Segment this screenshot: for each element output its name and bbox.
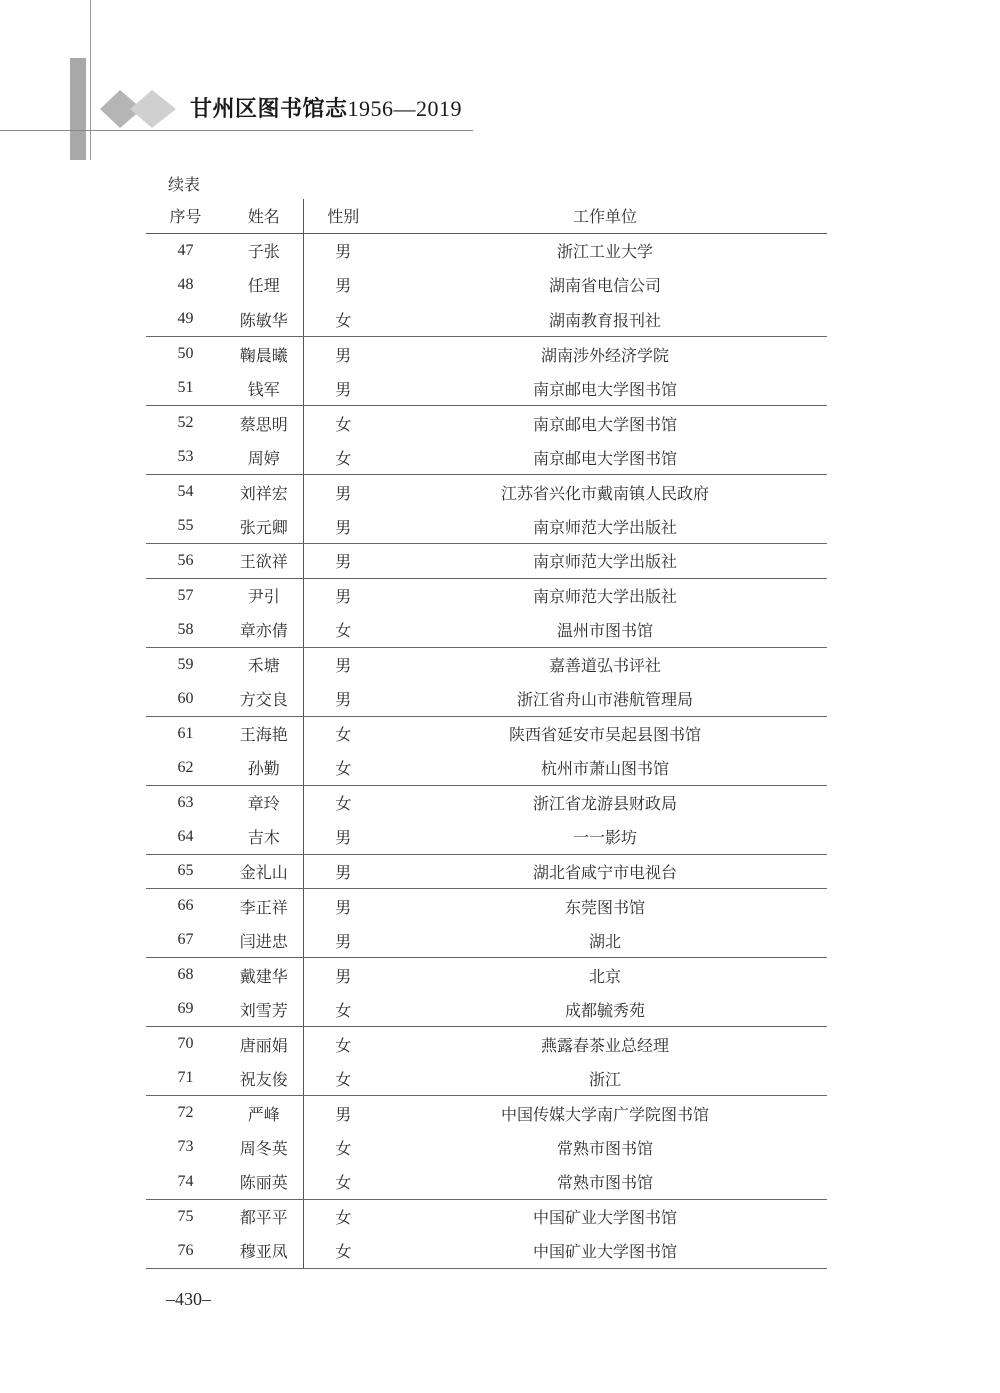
row-sex: 女 xyxy=(335,725,352,744)
row-sex: 男 xyxy=(335,966,352,986)
table-row xyxy=(146,682,827,717)
table-row xyxy=(146,1130,827,1165)
row-name: 祝友俊 xyxy=(225,1061,303,1096)
row-number: 68 xyxy=(177,966,194,983)
row-name: 王欲祥 xyxy=(225,544,303,579)
row-sex: 女 xyxy=(335,794,352,813)
row-sex: 男 xyxy=(335,656,352,675)
row-name: 章亦倩 xyxy=(225,613,303,648)
row-workplace: 南京邮电大学图书馆 xyxy=(383,371,827,406)
row-number: 59 xyxy=(177,655,194,673)
column-header-number: 序号 xyxy=(146,199,225,233)
table-row xyxy=(146,1234,827,1269)
row-number: 72 xyxy=(177,1104,194,1121)
row-name: 刘雪芳 xyxy=(225,992,303,1027)
row-number: 56 xyxy=(146,544,225,579)
row-name: 唐丽娟 xyxy=(225,1027,303,1062)
row-workplace: 温州市图书馆 xyxy=(383,613,827,648)
row-sex: 男 xyxy=(303,820,383,855)
roster-table-body xyxy=(146,233,827,1268)
row-sex: 男 xyxy=(303,509,383,544)
table-row xyxy=(146,337,827,372)
row-workplace: 南京师范大学出版社 xyxy=(383,509,827,544)
row-name: 任理 xyxy=(225,268,303,303)
table-row xyxy=(146,1027,827,1062)
row-workplace: 浙江省龙游县财政局 xyxy=(532,794,677,813)
row-workplace: 湖北省咸宁市电视台 xyxy=(383,854,827,889)
row-sex: 男 xyxy=(335,345,352,365)
book-title-name: 甘州区图书馆志 xyxy=(190,96,348,122)
table-row xyxy=(146,820,827,855)
row-number: 51 xyxy=(146,371,225,406)
table-row xyxy=(146,958,827,993)
table-row xyxy=(146,406,827,441)
row-number: 75 xyxy=(177,1207,194,1225)
column-header-workplace: 工作单位 xyxy=(383,199,827,233)
row-number: 52 xyxy=(177,414,194,431)
table-row xyxy=(146,992,827,1027)
row-name: 陈敏华 xyxy=(225,302,303,337)
row-workplace: 中国矿业大学图书馆 xyxy=(532,1208,677,1227)
row-name: 子张 xyxy=(225,233,303,268)
row-name: 穆亚凤 xyxy=(225,1234,303,1269)
row-name: 周冬英 xyxy=(225,1130,303,1165)
row-workplace: 燕露春茶业总经理 xyxy=(540,1035,669,1055)
row-number: 73 xyxy=(177,1138,194,1156)
row-workplace: 湖北 xyxy=(383,923,827,958)
table-row xyxy=(146,1096,827,1131)
row-workplace: 中国传媒大学南广学院图书馆 xyxy=(500,1104,709,1124)
table-row xyxy=(146,302,827,337)
table-row xyxy=(146,716,827,751)
book-title-years: 1956—2019 xyxy=(347,96,463,121)
book-title xyxy=(190,92,462,123)
row-sex: 女 xyxy=(303,1165,383,1200)
row-sex: 女 xyxy=(303,992,383,1027)
row-number: 64 xyxy=(146,820,225,855)
row-sex: 女 xyxy=(335,414,352,434)
row-name: 尹引 xyxy=(225,578,303,613)
header-horizontal-rule xyxy=(0,130,473,131)
table-row xyxy=(146,509,827,544)
row-number: 49 xyxy=(146,302,225,337)
row-workplace: 北京 xyxy=(588,966,621,986)
row-sex: 男 xyxy=(335,276,352,296)
row-workplace: 常熟市图书馆 xyxy=(383,1165,827,1200)
table-row xyxy=(146,233,827,268)
table-row xyxy=(146,1199,827,1234)
table-row xyxy=(146,371,827,406)
row-workplace: 湖南涉外经济学院 xyxy=(540,345,669,365)
row-sex: 女 xyxy=(303,751,383,786)
row-workplace: 东莞图书馆 xyxy=(564,897,645,917)
row-sex: 男 xyxy=(335,242,352,261)
row-name: 张元卿 xyxy=(225,509,303,544)
row-workplace: 成都毓秀苑 xyxy=(383,992,827,1027)
row-number: 69 xyxy=(146,992,225,1027)
row-sex: 女 xyxy=(303,613,383,648)
row-name: 蔡思明 xyxy=(225,406,303,441)
table-row xyxy=(146,923,827,958)
row-sex: 女 xyxy=(303,1061,383,1096)
row-sex: 女 xyxy=(335,1035,352,1055)
table-header-row xyxy=(146,199,827,233)
row-workplace: 中国矿业大学图书馆 xyxy=(383,1234,827,1269)
column-header-name: 姓名 xyxy=(225,199,303,233)
table-row xyxy=(146,751,827,786)
table-row xyxy=(146,1165,827,1200)
row-workplace: 常熟市图书馆 xyxy=(556,1138,653,1158)
row-workplace: 南京师范大学出版社 xyxy=(532,587,677,606)
row-name: 禾塘 xyxy=(225,647,303,682)
row-number: 76 xyxy=(146,1234,225,1269)
table-row xyxy=(146,889,827,924)
row-name: 都平平 xyxy=(225,1199,303,1234)
row-number: 55 xyxy=(146,509,225,544)
table-row xyxy=(146,1061,827,1096)
table-row xyxy=(146,647,827,682)
column-header-sex: 性别 xyxy=(303,199,383,233)
row-workplace: 陕西省延安市吴起县图书馆 xyxy=(508,725,701,744)
row-workplace: 一一影坊 xyxy=(383,820,827,855)
row-number: 65 xyxy=(146,854,225,889)
row-workplace: 南京邮电大学图书馆 xyxy=(532,414,677,434)
row-number: 53 xyxy=(146,440,225,475)
table-row xyxy=(146,440,827,475)
row-number: 70 xyxy=(177,1035,194,1052)
row-number: 50 xyxy=(177,345,194,362)
row-name: 钱军 xyxy=(225,371,303,406)
page-number: –430– xyxy=(166,1289,211,1309)
row-workplace: 湖南省电信公司 xyxy=(548,276,661,296)
row-workplace: 江苏省兴化市戴南镇人民政府 xyxy=(500,483,709,503)
row-sex: 男 xyxy=(335,587,352,606)
row-name: 孙勤 xyxy=(225,751,303,786)
row-number: 47 xyxy=(177,241,194,259)
table-row xyxy=(146,475,827,510)
row-workplace: 浙江工业大学 xyxy=(556,242,653,261)
row-name: 刘祥宏 xyxy=(225,475,303,510)
table-row xyxy=(146,613,827,648)
row-sex: 女 xyxy=(335,1208,352,1227)
row-sex: 女 xyxy=(303,1234,383,1269)
row-number: 71 xyxy=(146,1061,225,1096)
row-sex: 女 xyxy=(303,302,383,337)
row-sex: 男 xyxy=(303,682,383,717)
row-workplace: 浙江省舟山市港航管理局 xyxy=(383,682,827,717)
row-name: 鞠晨曦 xyxy=(225,337,303,372)
row-number: 54 xyxy=(177,483,194,500)
row-name: 严峰 xyxy=(225,1096,303,1131)
row-number: 58 xyxy=(146,613,225,648)
row-number: 57 xyxy=(177,586,194,604)
table-row xyxy=(146,544,827,579)
row-sex: 男 xyxy=(303,923,383,958)
row-sex: 女 xyxy=(335,1138,352,1158)
row-workplace: 南京邮电大学图书馆 xyxy=(383,440,827,475)
row-sex: 男 xyxy=(335,483,352,503)
row-workplace: 南京师范大学出版社 xyxy=(383,544,827,579)
row-number: 62 xyxy=(146,751,225,786)
header-diamond-ornament xyxy=(100,88,180,130)
row-workplace: 浙江 xyxy=(383,1061,827,1096)
row-name: 吉木 xyxy=(225,820,303,855)
row-sex: 男 xyxy=(335,1104,352,1124)
row-name: 陈丽英 xyxy=(225,1165,303,1200)
continued-table-label: 续表 xyxy=(168,175,201,194)
row-sex: 男 xyxy=(335,897,352,917)
table-row xyxy=(146,854,827,889)
row-name: 章玲 xyxy=(225,785,303,820)
row-workplace: 湖南教育报刊社 xyxy=(383,302,827,337)
row-name: 闫进忠 xyxy=(225,923,303,958)
row-name: 方交良 xyxy=(225,682,303,717)
row-number: 67 xyxy=(146,923,225,958)
row-name: 戴建华 xyxy=(225,958,303,993)
row-number: 61 xyxy=(177,724,194,742)
row-sex: 男 xyxy=(303,854,383,889)
row-name: 王海艳 xyxy=(225,716,303,751)
row-number: 60 xyxy=(146,682,225,717)
row-number: 48 xyxy=(177,275,194,293)
row-number: 63 xyxy=(177,793,194,811)
row-name: 周婷 xyxy=(225,440,303,475)
header-vertical-rule xyxy=(90,0,91,160)
table-row xyxy=(146,578,827,613)
row-sex: 男 xyxy=(303,371,383,406)
row-number: 74 xyxy=(146,1165,225,1200)
table-row xyxy=(146,785,827,820)
header-gray-bar xyxy=(70,58,86,160)
row-number: 66 xyxy=(177,897,194,914)
row-sex: 女 xyxy=(303,440,383,475)
table-row xyxy=(146,268,827,303)
row-workplace: 嘉善道弘书评社 xyxy=(548,656,661,675)
roster-table xyxy=(146,199,827,1269)
row-sex: 男 xyxy=(303,544,383,579)
row-workplace: 杭州市萧山图书馆 xyxy=(383,751,827,786)
row-name: 李正祥 xyxy=(225,889,303,924)
row-name: 金礼山 xyxy=(225,854,303,889)
